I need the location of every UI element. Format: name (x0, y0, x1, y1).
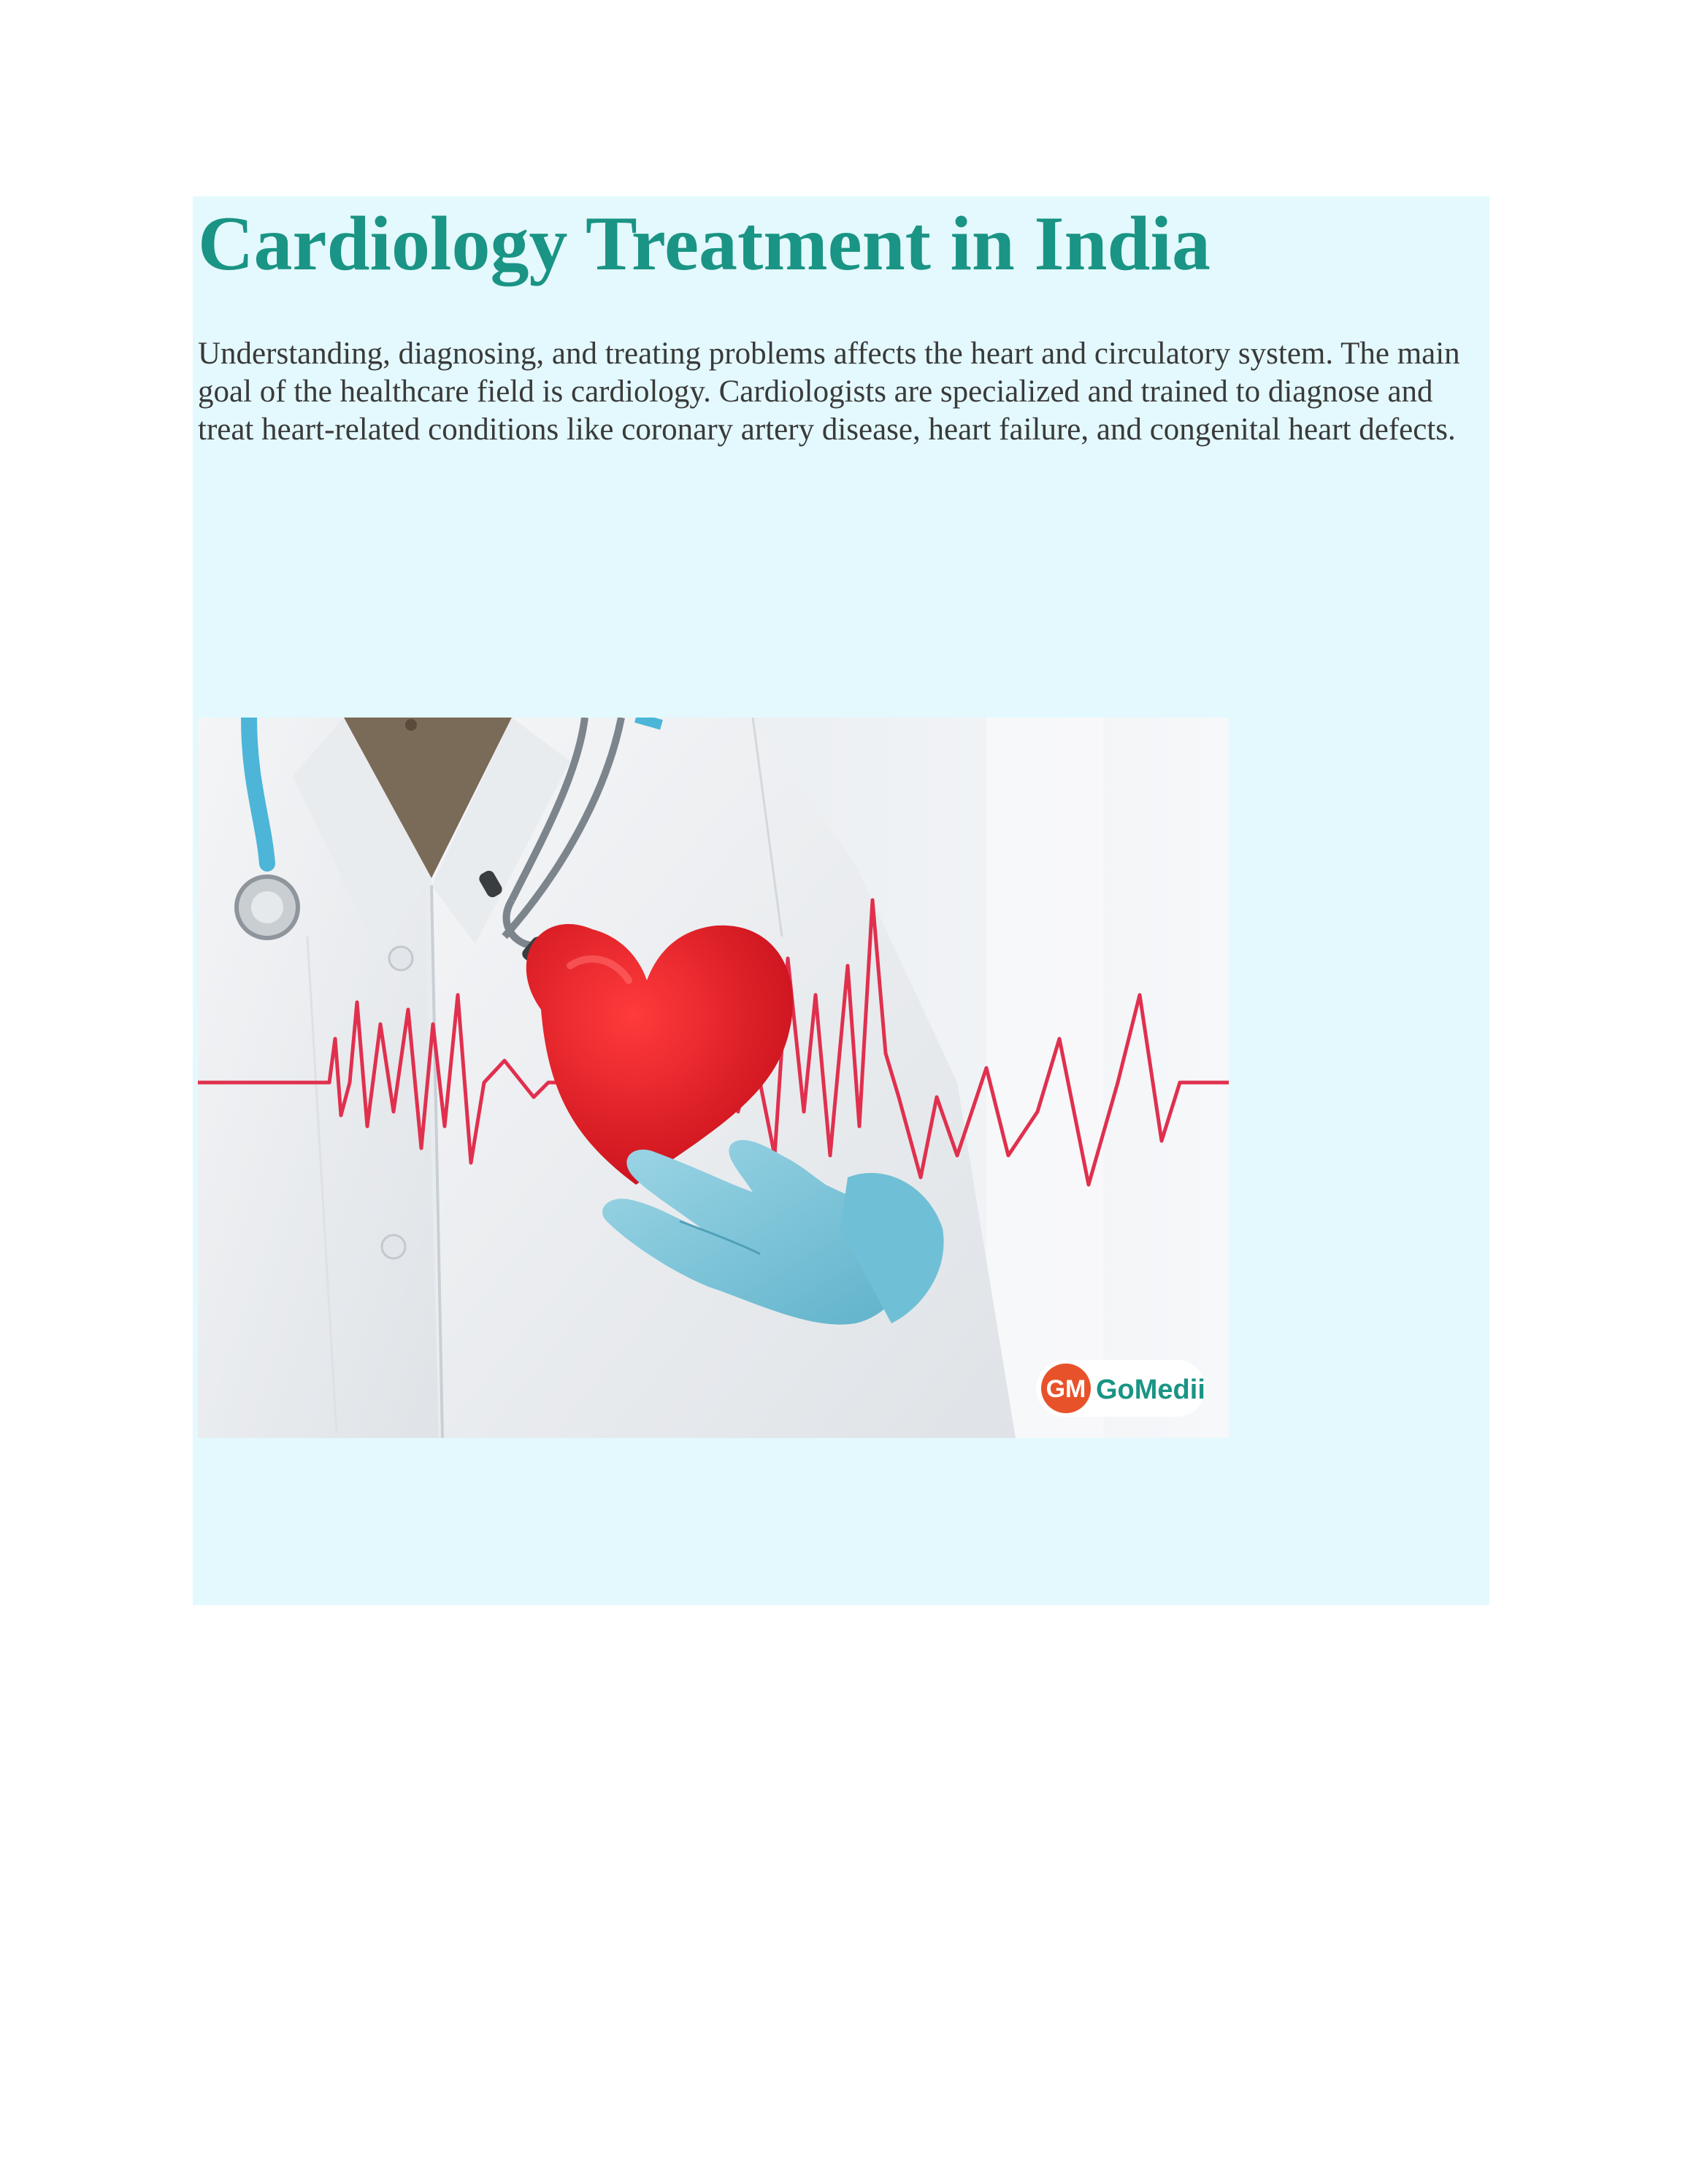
content-panel (193, 196, 1489, 1605)
page-title: Cardiology Treatment in India (198, 201, 1211, 286)
gomedii-logo (1036, 1360, 1205, 1417)
hero-image (198, 718, 1229, 1438)
logo-mark-text: GM (1046, 1375, 1086, 1403)
logo-brand-text: GoMedii (1096, 1374, 1205, 1405)
coat-button (382, 1235, 405, 1258)
intro-paragraph: Understanding, diagnosing, and treating problems affects the heart and circulatory system. The main goal of the healthcare field is cardiology. Cardiologists are specialized and trained to diagnose and treat heart-related conditions like coronary artery disease, heart failure, and congenital heart defects. (198, 337, 1460, 447)
coat-button (389, 947, 413, 970)
